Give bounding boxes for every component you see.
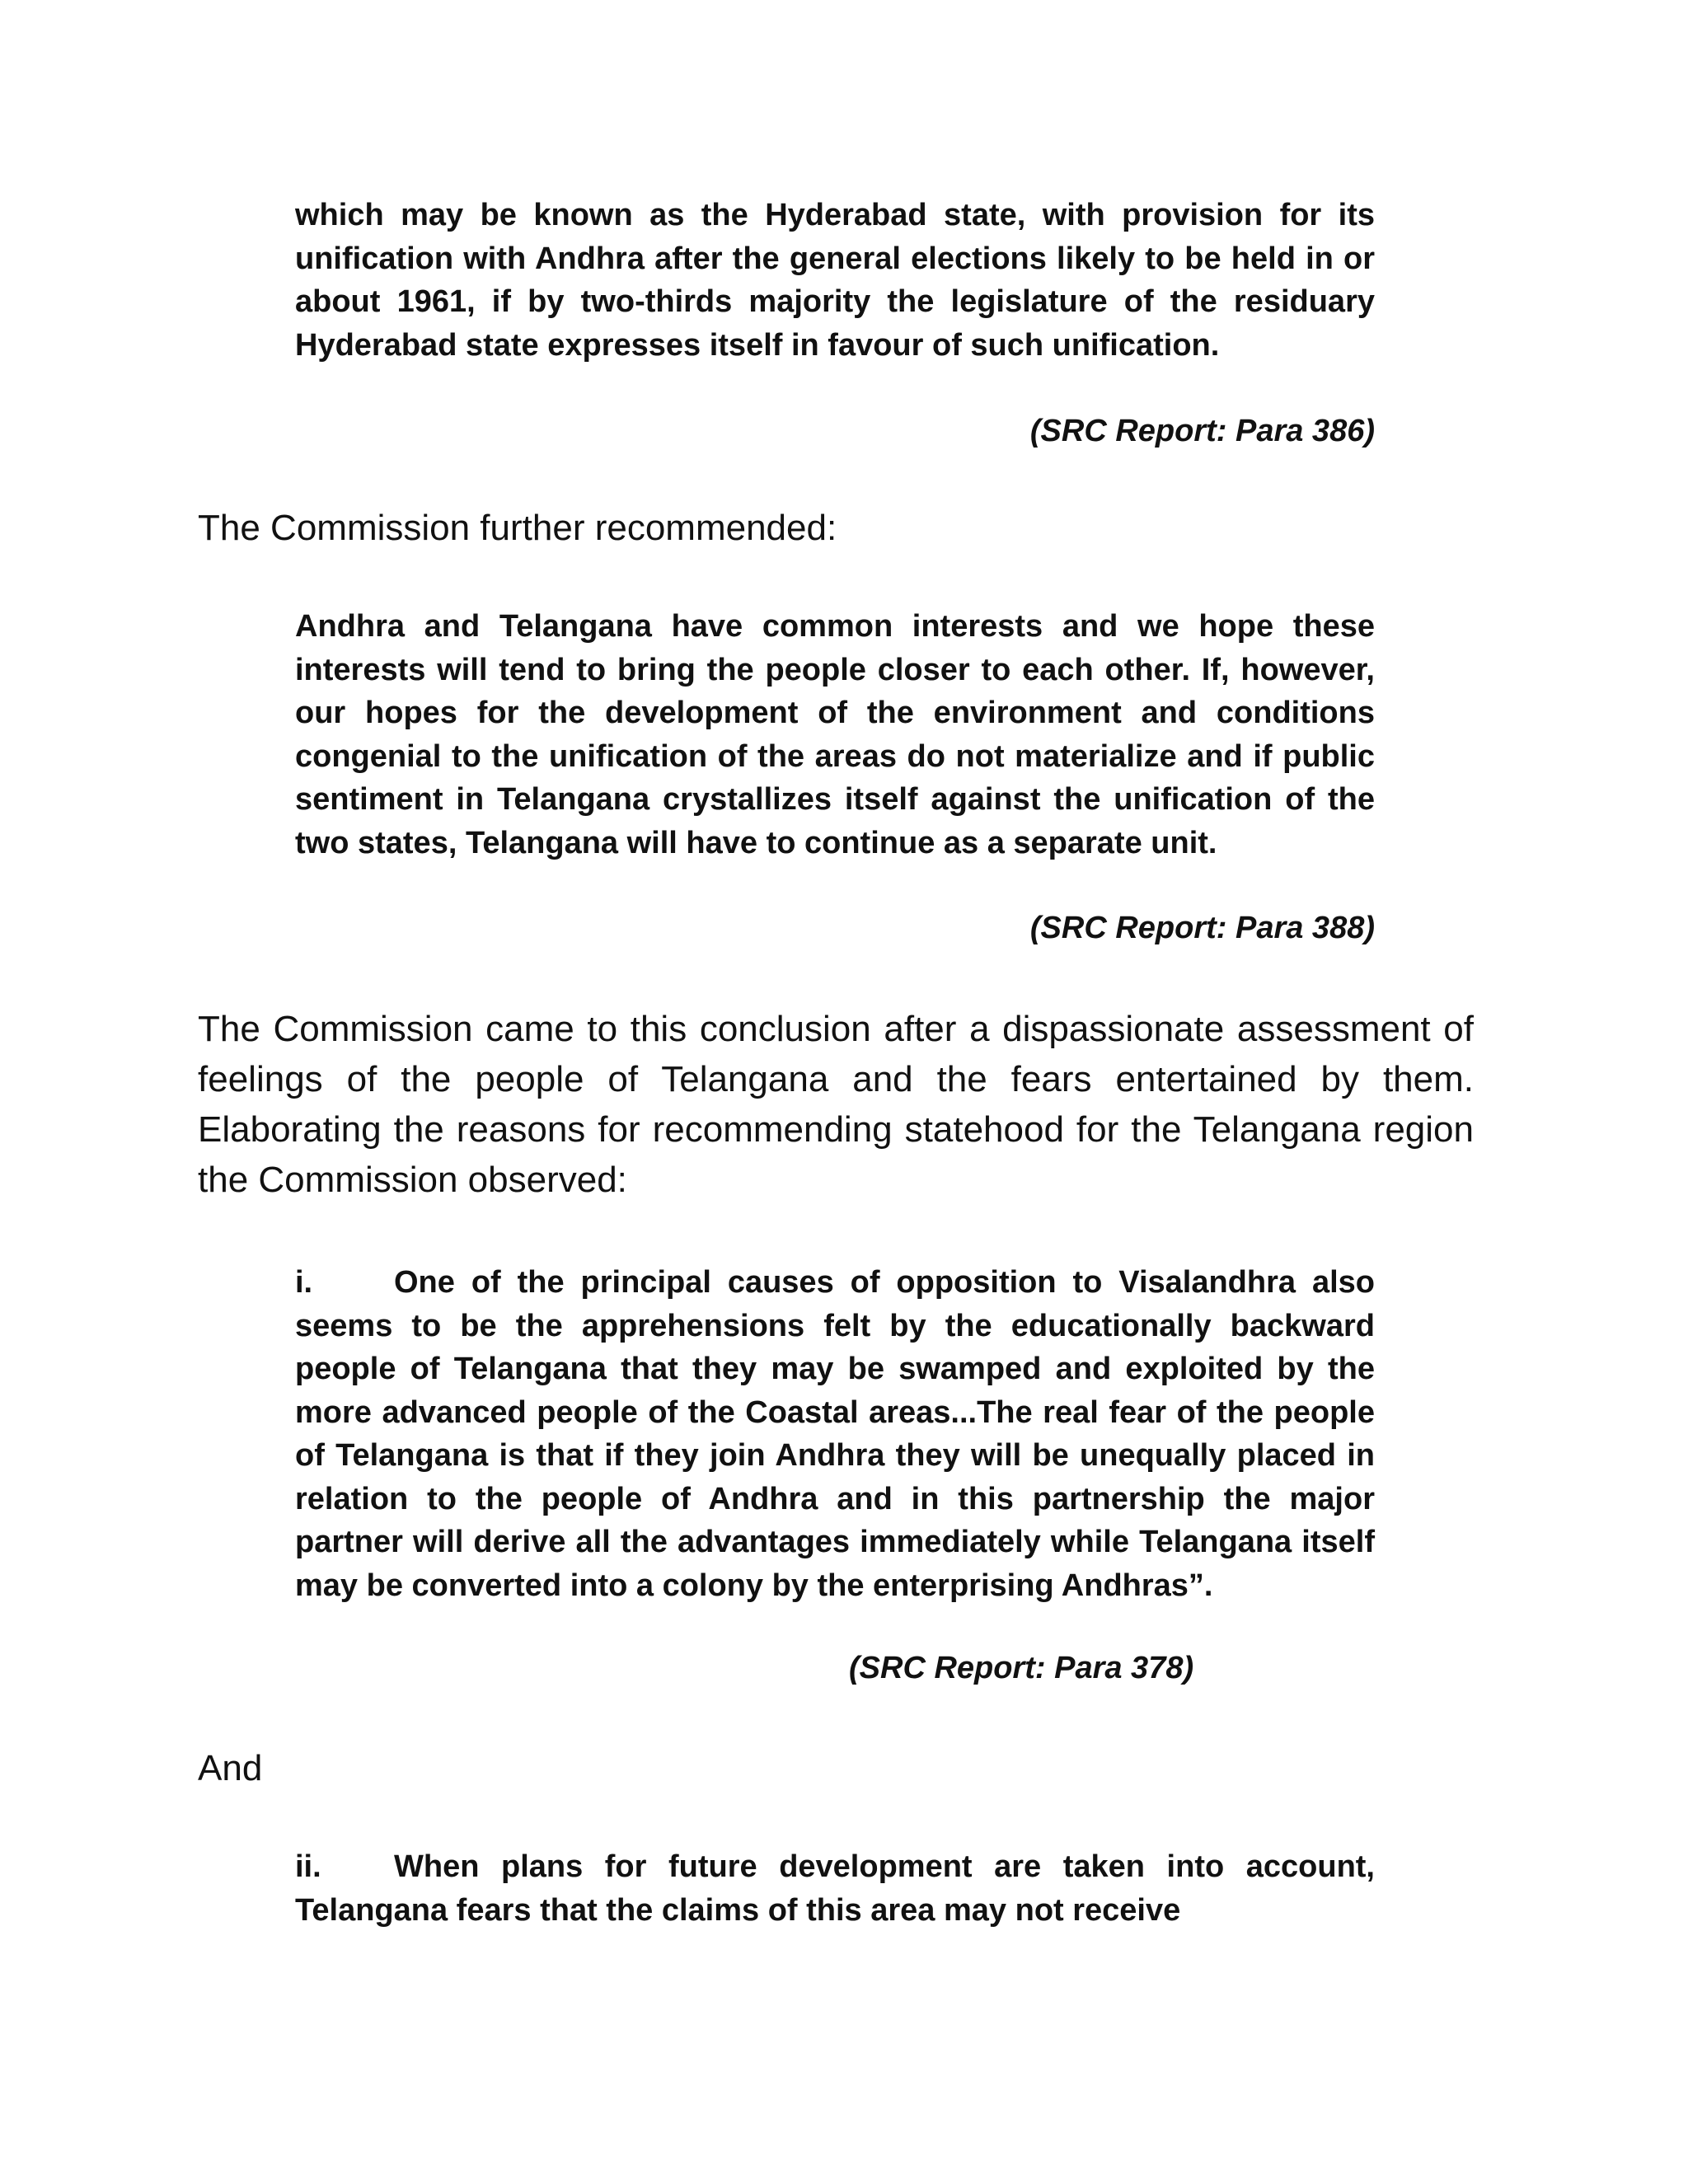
connector-and: And (198, 1748, 263, 1788)
list-item-ii (295, 1845, 1375, 1932)
citation-para-388: (SRC Report: Para 388) (1029, 911, 1375, 945)
list-item-ii-number: ii. (295, 1849, 321, 1884)
list-item-i (295, 1261, 1375, 1607)
quote-para-386 (295, 194, 1375, 367)
citation-para-386: (SRC Report: Para 386) (1029, 414, 1375, 448)
list-item-i-number: i. (295, 1265, 313, 1300)
citation-para-378: (SRC Report: Para 378) (849, 1651, 1194, 1685)
list-item-ii-text: When plans for future development are taken into account, Telangana fears that the claims of this area may not receive (295, 1849, 1375, 1928)
list-item-i-text: One of the principal causes of opposition to Visalandhra also seems to be the apprehensions felt by the educationally backward people of Telangana that they may be swamped and exploited by the more advanced people of the Coastal areas...The real fear of the people of Telangana is that if they join Andhra they will be unequally placed in relation to the people of Andhra and in this partnership the major partner will derive all the advantages immediately while Telangana itself may be converted into a colony by the enterprising Andhras”. (295, 1265, 1375, 1603)
quote-para-388 (295, 605, 1375, 865)
intro-further-recommended: The Commission further recommended: (198, 508, 837, 548)
quote-para-386-text: which may be known as the Hyderabad state, with provision for its unification with Andhra after the general elections likely to be held in or about 1961, if by two-thirds majority the legislature of the residuary Hyderabad state expresses itself in favour of such unification. (295, 198, 1375, 363)
quote-para-388-text: Andhra and Telangana have common interests and we hope these interests will tend to bring the people closer to each other. If, however, our hopes for the development of the environment and conditions congenial to the unification of the areas do not materialize and if public sentiment in Telangana crystallizes itself against the unification of the two states, Telangana will have to continue as a separate unit. (295, 609, 1375, 860)
conclusion-paragraph: The Commission came to this conclusion after a dispassionate assessment of feelings of the people of Telangana and the fears entertained by them. Elaborating the reasons for recommending statehood for the Telangana region the Commission observed: (198, 1009, 1474, 1200)
